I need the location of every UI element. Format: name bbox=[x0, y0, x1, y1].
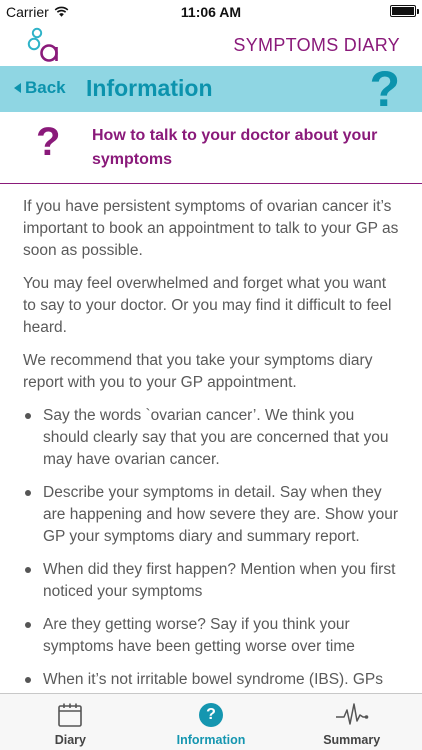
app-title: SYMPTOMS DIARY bbox=[233, 35, 400, 55]
list-item: Describe your symptoms in detail. Say when they are happening and how severe they are. Show your GP your symptoms diary and summary report. bbox=[23, 482, 403, 548]
tab-label: Information bbox=[176, 733, 246, 747]
tab-information[interactable] bbox=[141, 694, 282, 750]
tips-list bbox=[23, 405, 403, 691]
paragraph: You may feel overwhelmed and forget what you want to say to your doctor. Or you may find it difficult to feel heard. bbox=[23, 275, 392, 336]
heartbeat-icon bbox=[335, 701, 369, 729]
article-content[interactable] bbox=[23, 196, 403, 693]
ocean-bubbles-logo bbox=[26, 26, 62, 64]
page-title: Information bbox=[86, 75, 213, 101]
list-item: When it’s not irritable bowel syndrome (IBS). GPs bbox=[23, 669, 403, 691]
question-mark-icon: ? bbox=[36, 120, 61, 164]
help-icon[interactable]: ? bbox=[369, 61, 400, 117]
back-button[interactable] bbox=[14, 78, 66, 98]
battery-icon bbox=[390, 5, 416, 17]
status-bar bbox=[0, 0, 422, 24]
paragraph: If you have persistent symptoms of ovarian cancer it’s important to book an appointment to talk to your GP as soon as possible. bbox=[23, 198, 399, 259]
battery-fill bbox=[392, 7, 414, 15]
back-button-label: Back bbox=[25, 78, 66, 97]
calendar-icon bbox=[56, 701, 84, 729]
tab-label: Diary bbox=[54, 733, 86, 747]
paragraph: We recommend that you take your symptoms diary report with you to your GP appointment. bbox=[23, 352, 373, 391]
section-header bbox=[0, 112, 422, 184]
chevron-left-icon bbox=[14, 83, 21, 93]
clock: 11:06 AM bbox=[180, 4, 242, 20]
navigation-bar bbox=[0, 61, 422, 117]
app-header bbox=[0, 24, 422, 66]
tab-diary[interactable] bbox=[0, 694, 141, 750]
list-item: Say the words `ovarian cancer’. We think you should clearly say that you are concerned that you may have ovarian cancer. bbox=[23, 405, 403, 471]
tab-label: Summary bbox=[323, 733, 381, 747]
section-title: How to talk to your doctor about your symptoms bbox=[92, 127, 378, 168]
list-item: When did they first happen? Mention when you first noticed your symptoms bbox=[23, 559, 403, 603]
tab-summary[interactable] bbox=[281, 694, 422, 750]
tab-bar bbox=[0, 693, 422, 750]
carrier-label: Carrier bbox=[6, 4, 49, 20]
question-circle-icon: ? bbox=[199, 703, 223, 727]
list-item: Are they getting worse? Say if you think your symptoms have been getting worse over time bbox=[23, 614, 403, 658]
